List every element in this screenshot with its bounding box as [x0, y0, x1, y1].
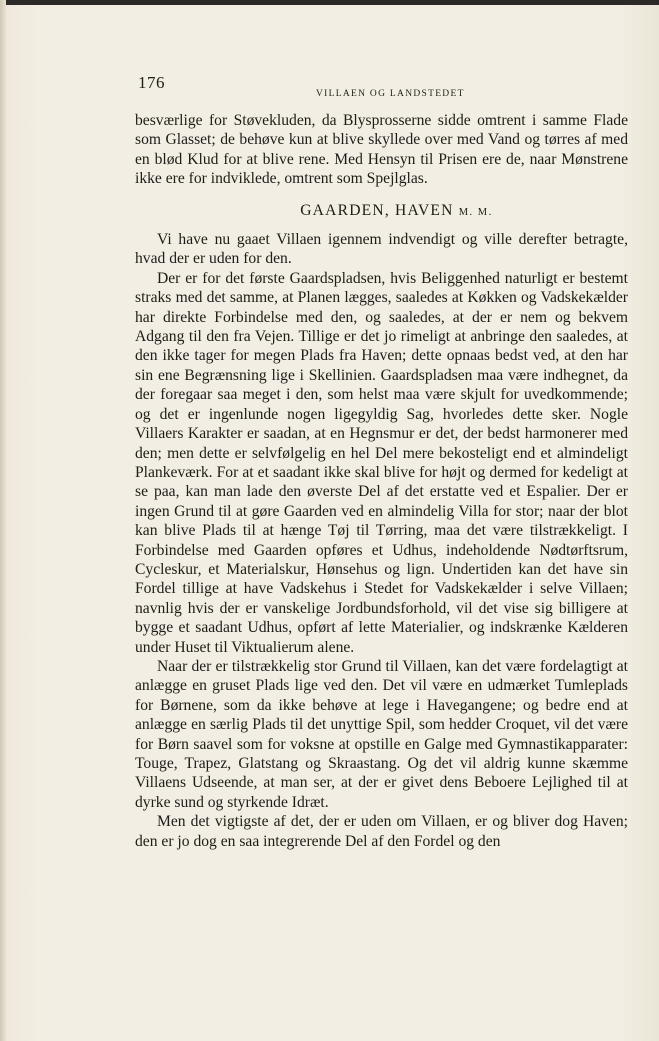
section-heading-abbrev: M. M. [458, 206, 493, 218]
paragraph: Vi have nu gaaet Villaen igennem indvendigt og ville derefter betragte, hvad der er uden for den. [135, 231, 628, 268]
section-heading [135, 201, 628, 222]
paragraph: Men det vigtigste af det, der er uden om Villaen, er og bliver dog Haven; den er jo dog en saa integrerende Del af den Fordel og den [135, 813, 628, 850]
paragraph: besværlige for Støvekluden, da Blysprosserne sidde omtrent i samme Flade som Glasset; de behøve kun at blive skyllede over med Vand og tørres af med en blød Klud for at blive rene. Med Hensyn til Prisen ere de, naar Mønstrene ikke ere for indviklede, omtrent som Spejlglas. [135, 112, 628, 188]
scan-top-border [0, 0, 659, 5]
paragraph: Naar der er tilstrækkelig stor Grund til Villaen, kan det være fordelagtigt at anlægge en gruset Plads lige ved den. Det vil være en udmærket Tumleplads for Børnene, som da ikke behøve at lege i Havegangene; og bedre end at anlægge en særlig Plads til det unyttige Spil, som hedder Croquet, vil det være for Børn saavel som for voksne at opstille en Galge med Gymnastikapparater: Touge, Trapez, Glatstang og Skraastang. Og det vil aldrig kunne skæmme Villaens Udseende, at man ser, at der er givet dens Beboere Lejlighed til at dyrke sund og styrkende Idræt. [135, 657, 628, 811]
paragraph: Der er for det første Gaardspladsen, hvis Beliggenhed naturligt er bestemt straks med det samme, at Planen lægges, saaledes at Køkken og Vadskekælder har direkte Forbindelse med den, og saaledes, at der er nem og bekvem Adgang til den fra Vejen. Tillige er det jo rimeligt at anbringe den saaledes, at den ikke tager for megen Plads fra Haven; dette opnaas bedst ved, at den har sin ene Begrænsning lige i Skellinien. Gaardspladsen maa være indhegnet, da der foregaar saa meget i den, som helst maa være skjult for uvedkommende; og det er ingenlunde nogen ligegyldig Sag, hvorledes dette sker. Nogle Villaers Karakter er saadan, at en Hegnsmur er det, der bedst harmonerer med den; men dette er selvfølgelig en hel Del mere bekosteligt end et almindeligt Plankeværk. For at et saadant ikke skal blive for højt og dermed for kedeligt at se paa, kan man lade den øverste Del af det erstatte ved et Espalier. Der er ingen Grund til at gøre Gaarden ved en almindelig Villa for stor; naar der blot kan blive Plads til at hænge Tøj til Tørring, maa det være tilstrækkeligt. I Forbindelse med Gaarden opføres et Udhus, indeholdende Nødtørftsrum, Cycleskur, et Materialskur, Hønsehus og lign. Undertiden kan det have sin Fordel tillige at have Vadskehus i Stedet for Vadskekælder i selve Villaen; navnlig hvis der er vanskelige Jordbundsforhold, vil det vise sig billigere at bygge et saadant Udhus, opført af lette Materialier, og indskrænke Kælderen under Huset til Viktualierum alene. [135, 269, 628, 656]
page-number: 176 [138, 73, 165, 92]
section-heading-title: GAARDEN, HAVEN [300, 201, 454, 219]
body-text [135, 111, 628, 851]
page-gutter-shadow [0, 0, 6, 1041]
running-head: VILLAEN OG LANDSTEDET [316, 89, 465, 99]
